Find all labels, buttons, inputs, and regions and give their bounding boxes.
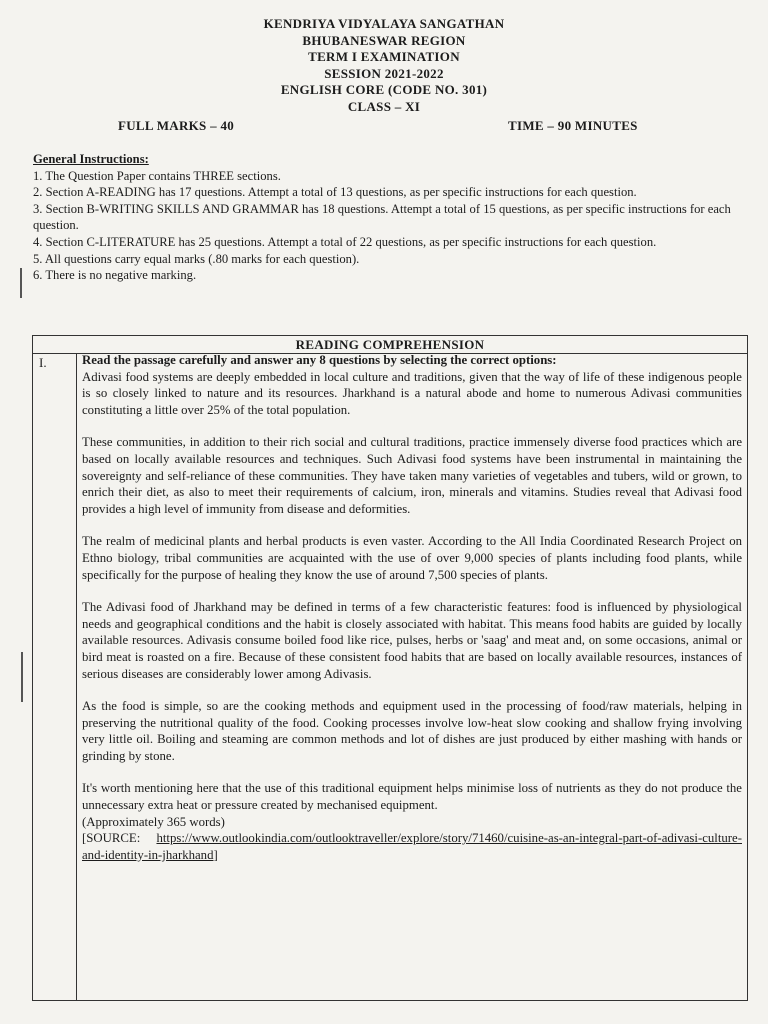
passage-paragraph: The Adivasi food of Jharkhand may be defined in terms of a few characteristic features: food is influenced by physiological needs and geographical conditions and the habit is closely associated with habitat. This means food habits are guided by locally available resources. Adivasis consume boiled food like rice, pulses, herbs or 'saag' and meat and, on some occasions, animal or bird meat is roasted on a fire. Because of these consistent food habits that are based on locally available resources, instances of serious diseases are considerably lower among Adivasis.: [82, 600, 742, 681]
region-name: BHUBANESWAR REGION: [302, 32, 466, 48]
question-instruction: Read the passage carefully and answer any 8 questions by selecting the correct options:: [82, 353, 557, 367]
passage-paragraph: The realm of medicinal plants and herbal products is even vaster. According to the All India Coordinated Research Project on Ethno biology, tribal communities are acquainted with the use of over 9,000 species of plants including food plants, while specifically for the purpose of healing they know the use of around 7,500 species of plants.: [82, 534, 742, 582]
source-link[interactable]: https://www.outlookindia.com/outlooktraveller/explore/story/71460/cuisine-as-an-integral-part-of-adivasi-culture-and-identity-in-jharkhand: [82, 831, 742, 862]
marks-time-row: [0, 118, 768, 136]
full-marks: FULL MARKS – 40: [118, 118, 235, 133]
question-number: I.: [39, 355, 47, 370]
class-label: CLASS – XI: [347, 98, 421, 114]
source-close: ]: [213, 847, 218, 862]
passage-paragraph: Adivasi food systems are deeply embedded in local culture and traditions, given that the way of life of these indigenous people is so closely linked to nature and its resources. Jharkhand is a natural abode and home to numerous Adivasi communities constituting a little over 25% of the total population.: [82, 369, 742, 417]
source-citation: [82, 830, 742, 863]
instruction-item: 1. The Question Paper contains THREE sections.: [33, 168, 281, 183]
passage-paragraph: As the food is simple, so are the cooking methods and equipment used in the processing of food/raw materials, helping in preserving the nutritional quality of the food. Cooking processes involve low-heat slow cooking and shallow frying involving very little oil. Boiling and steaming are common methods and lot of dishes are just produced by either mashing with hands or grinding by stone.: [82, 699, 742, 763]
source-label: [SOURCE:: [82, 831, 141, 846]
reading-passage: [82, 352, 742, 863]
margin-mark: [21, 652, 23, 702]
passage-paragraph: These communities, in addition to their rich social and cultural traditions, practice immensely diverse food practices which are based on locally available resources and techniques. Such Adivasi food systems have been instrumental in maintaining the sovereignty and self-reliance of these communities. They have taken many varieties of vegetables and tubers, wild or grown, to enrich their diet, as also to meet their requirements of calcium, iron, minerals and vitamins. Studies reveal that Adivasi food provides a high level of immunity from disease and deformities.: [82, 435, 742, 516]
section-title: READING COMPREHENSION: [33, 336, 747, 354]
subject-label: ENGLISH CORE (CODE NO. 301): [280, 82, 488, 98]
question-number-column: [33, 353, 77, 1000]
instruction-item: 3. Section B-WRITING SKILLS AND GRAMMAR has 18 questions. Attempt a total of 15 questions, as per specific instructions for each question.: [33, 201, 731, 233]
general-instructions: [33, 151, 733, 284]
exam-header: [0, 16, 768, 116]
instruction-item: 2. Section A-READING has 17 questions. Attempt a total of 13 questions, as per specific instructions for each question.: [33, 185, 637, 200]
exam-name: TERM I EXAMINATION: [308, 49, 460, 65]
instruction-item: 4. Section C-LITERATURE has 25 questions. Attempt a total of 22 questions, as per specific instructions for each question.: [33, 234, 657, 249]
time-limit: TIME – 90 MINUTES: [508, 118, 638, 133]
instruction-item: 6. There is no negative marking.: [33, 268, 197, 283]
margin-mark: [20, 268, 22, 298]
org-name: KENDRIYA VIDYALAYA SANGATHAN: [263, 16, 505, 31]
passage-paragraph: It's worth mentioning here that the use of this traditional equipment helps minimise loss of nutrients as they do not produce the unnecessary extra heat or pressure created by mechanised equipment.: [82, 781, 742, 813]
instructions-title: General Instructions:: [33, 152, 149, 166]
session-label: SESSION 2021-2022: [324, 65, 444, 81]
word-count: (Approximately 365 words): [82, 814, 225, 829]
instruction-item: 5. All questions carry equal marks (.80 marks for each question).: [33, 251, 360, 266]
